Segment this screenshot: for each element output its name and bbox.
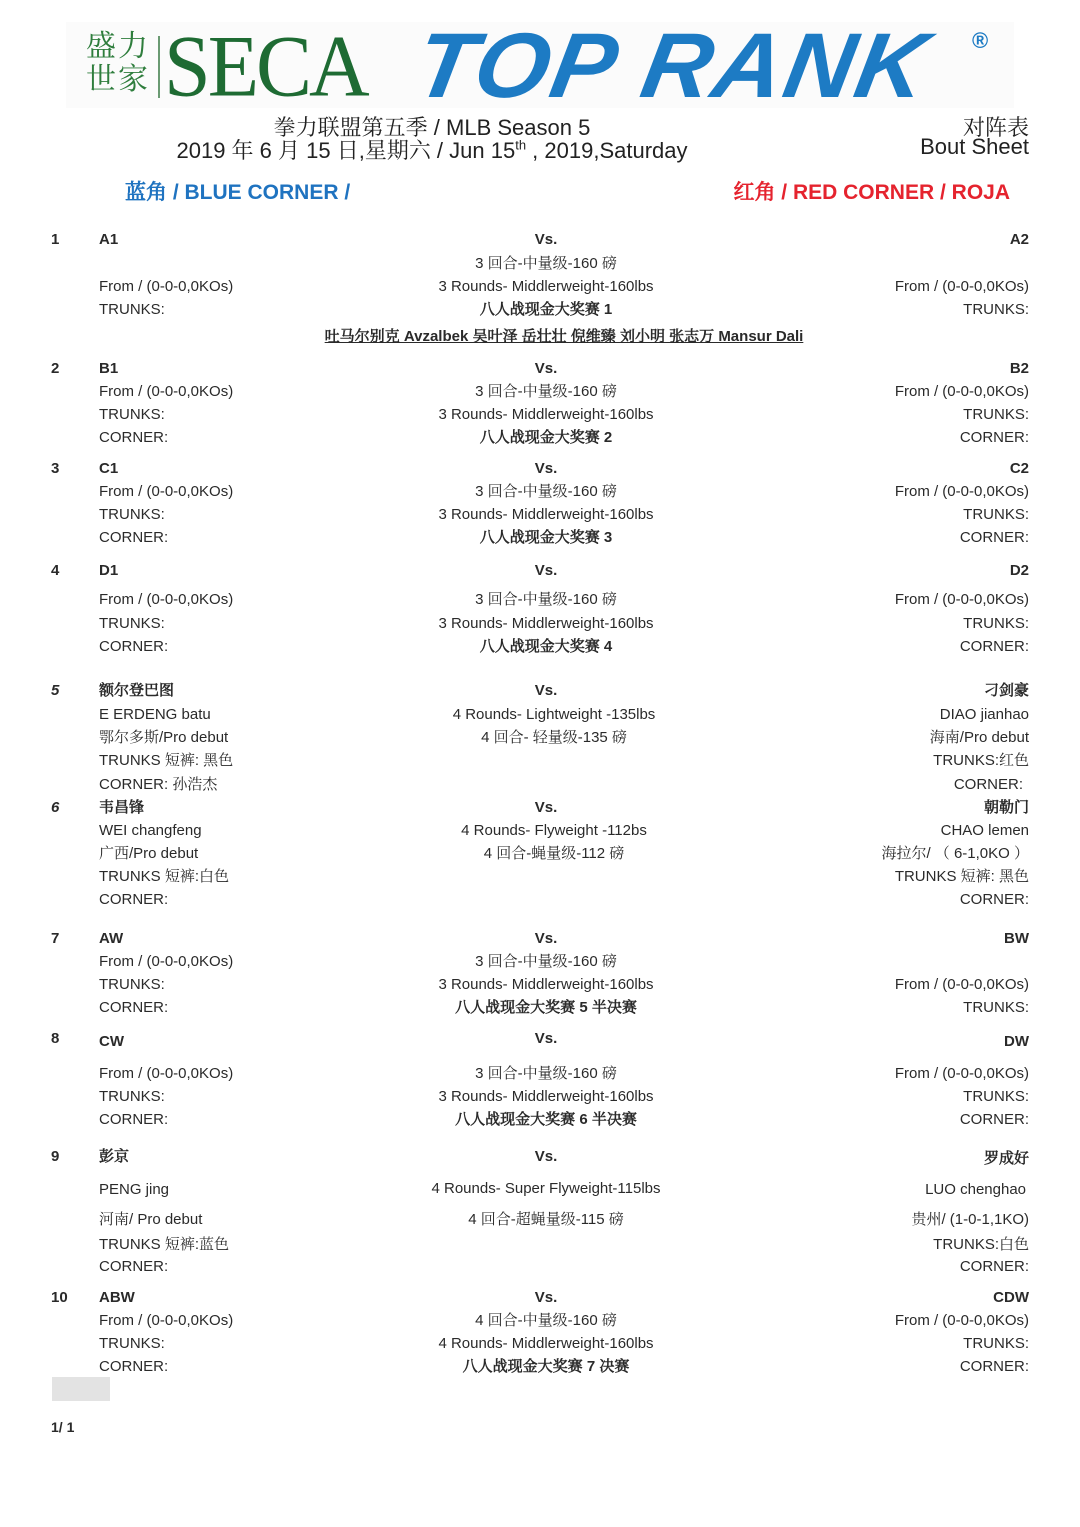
blue-corner: CORNER:	[99, 429, 169, 446]
event-date-sup: th	[515, 137, 527, 153]
red-record: From / (0-0-0,0KOs)	[894, 483, 1029, 500]
blue-trunks: TRUNKS:	[99, 406, 165, 423]
event-label: 八人战现金大奖赛 1	[479, 301, 613, 318]
vs-label: Vs.	[534, 562, 558, 579]
blue-record: From / (0-0-0,0KOs)	[99, 483, 234, 500]
red-trunks: TRUNKS:	[963, 999, 1029, 1016]
doc-type-en: Bout Sheet	[920, 134, 1029, 159]
red-fighter-name: CDW	[993, 1289, 1029, 1306]
bout-number: 2	[51, 360, 60, 377]
bout-info-cn: 3 回合-中量级-160 磅	[475, 383, 617, 400]
blue-fighter-name: B1	[99, 360, 119, 377]
event-label: 八人战现金大奖赛 6 半决赛	[455, 1111, 637, 1128]
red-fighter-name: D2	[1009, 562, 1029, 579]
blue-fighter-name: AW	[99, 930, 124, 947]
blue-fighter-name: C1	[99, 460, 119, 477]
blue-fighter-name: CW	[99, 1033, 124, 1050]
red-corner: CORNER:	[959, 529, 1029, 546]
bout-info-cn: 3 回合-中量级-160 磅	[475, 1065, 617, 1082]
red-trunks: TRUNKS:	[963, 301, 1029, 318]
bout-info-cn: 4 回合-中量级-160 磅	[475, 1312, 617, 1329]
bout-info-cn: 4 回合-超蝇量级-115 磅	[468, 1211, 624, 1228]
red-record: From / (0-0-0,0KOs)	[894, 1312, 1029, 1329]
bout-number: 6	[51, 799, 60, 816]
page-number: 1/ 1	[51, 1419, 75, 1435]
bout-number: 5	[51, 682, 60, 699]
red-fighter-name: A2	[1009, 231, 1029, 248]
vs-label: Vs.	[534, 1030, 558, 1047]
blue-fighter-name: ABW	[99, 1289, 135, 1306]
red-hometown: 海南/Pro debut	[929, 729, 1029, 746]
registered-mark: ®	[972, 28, 989, 53]
blue-trunks: TRUNKS 短裤:蓝色	[99, 1236, 230, 1253]
bout-info-en: 4 Rounds- Middlerweight-160lbs	[438, 1335, 654, 1352]
red-trunks: TRUNKS:	[963, 406, 1029, 423]
bout-info-en: 3 Rounds- Middlerweight-160lbs	[438, 406, 654, 423]
vs-label: Vs.	[534, 930, 558, 947]
bout-info-en: 3 Rounds- Middlerweight-160lbs	[438, 506, 654, 523]
doc-type-cn: 对阵表	[962, 115, 1029, 140]
red-trunks: TRUNKS:白色	[933, 1236, 1029, 1253]
red-corner: CORNER:	[959, 1358, 1029, 1375]
bout-info-en: 3 Rounds- Middlerweight-160lbs	[438, 976, 654, 993]
blue-fighter-name-en: WEI changfeng	[99, 822, 202, 839]
blue-trunks: TRUNKS:	[99, 615, 165, 632]
event-date-year: , 2019,Saturday	[526, 138, 688, 163]
blue-fighter-name: 彭京	[99, 1148, 130, 1165]
red-record: From / (0-0-0,0KOs)	[894, 976, 1029, 993]
bout-info-cn: 3 回合-中量级-160 磅	[475, 255, 617, 272]
blue-trunks: TRUNKS:	[99, 301, 165, 318]
tournament-participants: 吐马尔别克 Avzalbek 吴叶泽 岳壮壮 倪维臻 刘小明 张志万 Mansur Dali	[324, 328, 804, 345]
bout-number: 3	[51, 460, 60, 477]
red-fighter-name: 罗成好	[983, 1150, 1029, 1167]
bout-number: 10	[51, 1289, 68, 1306]
event-date	[176, 134, 687, 165]
seca-logo-divider	[158, 36, 160, 98]
red-fighter-name: B2	[1009, 360, 1029, 377]
blue-corner: CORNER:	[99, 529, 169, 546]
bout-info-cn: 3 回合-中量级-160 磅	[475, 591, 617, 608]
bout-number: 9	[51, 1148, 60, 1165]
red-fighter-name: BW	[1004, 930, 1029, 947]
blue-hometown: 广西/Pro debut	[99, 845, 199, 862]
red-fighter-name: 朝勒门	[983, 799, 1029, 816]
bout-number: 8	[51, 1030, 60, 1047]
event-label: 八人战现金大奖赛 3	[479, 529, 613, 546]
blue-corner-header: 蓝角 / BLUE CORNER /	[125, 181, 351, 204]
blue-record: From / (0-0-0,0KOs)	[99, 1312, 234, 1329]
vs-label: Vs.	[534, 1289, 558, 1306]
seca-logo-chinese	[86, 30, 150, 96]
event-label: 八人战现金大奖赛 4	[479, 638, 613, 655]
blue-trunks: TRUNKS:	[99, 1088, 165, 1105]
bout-info-cn: 4 回合-蝇量级-112 磅	[483, 845, 625, 862]
bout-number: 4	[51, 562, 60, 579]
red-trunks: TRUNKS:	[963, 615, 1029, 632]
seca-logo: SECA	[164, 17, 367, 116]
red-corner: CORNER:	[959, 1111, 1029, 1128]
blue-fighter-name: 韦昌锋	[99, 799, 145, 816]
red-corner: CORNER:	[959, 429, 1029, 446]
blue-record: From / (0-0-0,0KOs)	[99, 278, 234, 295]
vs-label: Vs.	[534, 682, 558, 699]
red-fighter-name-en: DIAO jianhao	[939, 706, 1029, 723]
red-record: From / (0-0-0,0KOs)	[894, 1065, 1029, 1082]
toprank-logo: TOP RANK	[407, 15, 937, 117]
blue-fighter-name-en: E ERDENG batu	[99, 706, 211, 723]
red-corner: CORNER:	[959, 1258, 1029, 1275]
vs-label: Vs.	[534, 1148, 558, 1165]
bout-info-cn: 4 回合- 轻量级-135 磅	[481, 729, 627, 746]
bout-info-en: 3 Rounds- Middlerweight-160lbs	[438, 278, 654, 295]
red-fighter-name: 刁剑豪	[983, 682, 1029, 699]
red-trunks: TRUNKS:	[963, 1088, 1029, 1105]
event-label: 八人战现金大奖赛 7 决赛	[462, 1358, 630, 1375]
blue-trunks: TRUNKS:	[99, 1335, 165, 1352]
blue-hometown: 河南/ Pro debut	[99, 1211, 203, 1228]
bout-info-en: 3 Rounds- Middlerweight-160lbs	[438, 1088, 654, 1105]
blue-trunks: TRUNKS:	[99, 976, 165, 993]
red-trunks: TRUNKS:	[963, 1335, 1029, 1352]
event-date-main: 2019 年 6 月 15 日,星期六 / Jun 15	[176, 138, 516, 163]
event-label: 八人战现金大奖赛 2	[479, 429, 613, 446]
event-label: 八人战现金大奖赛 5 半决赛	[455, 999, 637, 1016]
blue-corner: CORNER:	[99, 1111, 169, 1128]
blue-record: From / (0-0-0,0KOs)	[99, 1065, 234, 1082]
red-corner: CORNER:	[959, 891, 1029, 908]
blue-corner: CORNER:	[99, 638, 169, 655]
red-hometown: 贵州/ (1-0-1,1KO)	[911, 1211, 1029, 1228]
blue-record: From / (0-0-0,0KOs)	[99, 953, 234, 970]
blue-record: From / (0-0-0,0KOs)	[99, 591, 234, 608]
seca-cn-line2: 世家	[86, 62, 150, 97]
red-hometown: 海拉尔/ （ 6-1,0KO ）	[881, 845, 1029, 862]
red-record: From / (0-0-0,0KOs)	[894, 383, 1029, 400]
blue-corner: CORNER:	[99, 891, 169, 908]
red-fighter-name: C2	[1009, 460, 1029, 477]
red-corner: CORNER:	[953, 776, 1023, 793]
bout-info-en: 3 Rounds- Middlerweight-160lbs	[438, 615, 654, 632]
bout-info-en: 4 Rounds- Flyweight -112bs	[461, 822, 647, 839]
vs-label: Vs.	[534, 231, 558, 248]
blue-fighter-name: 额尔登巴图	[99, 682, 175, 699]
blue-trunks: TRUNKS 短裤: 黑色	[99, 752, 234, 769]
seca-cn-line1: 盛力	[86, 29, 150, 64]
bout-info-en: 4 Rounds- Lightweight -135lbs	[452, 706, 656, 723]
blue-trunks: TRUNKS 短裤:白色	[99, 868, 230, 885]
blue-corner: CORNER:	[99, 1358, 169, 1375]
redacted-box	[52, 1377, 110, 1401]
bout-info-cn: 3 回合-中量级-160 磅	[475, 953, 617, 970]
bout-info-cn: 3 回合-中量级-160 磅	[475, 483, 617, 500]
vs-label: Vs.	[534, 799, 558, 816]
blue-hometown: 鄂尔多斯/Pro debut	[99, 729, 229, 746]
season-title: 拳力联盟第五季 / MLB Season 5	[273, 115, 591, 140]
red-trunks: TRUNKS:	[963, 506, 1029, 523]
bout-number: 7	[51, 930, 60, 947]
blue-trunks: TRUNKS:	[99, 506, 165, 523]
blue-corner: CORNER:	[99, 1258, 169, 1275]
vs-label: Vs.	[534, 360, 558, 377]
blue-fighter-name: A1	[99, 231, 119, 248]
blue-fighter-name: D1	[99, 562, 119, 579]
red-fighter-name: DW	[1004, 1033, 1029, 1050]
bout-number: 1	[51, 231, 60, 248]
red-record: From / (0-0-0,0KOs)	[894, 591, 1029, 608]
red-corner-header: 红角 / RED CORNER / ROJA	[733, 181, 1010, 204]
red-trunks: TRUNKS:红色	[933, 752, 1029, 769]
vs-label: Vs.	[534, 460, 558, 477]
red-trunks: TRUNKS 短裤: 黑色	[894, 868, 1029, 885]
blue-corner: CORNER:	[99, 999, 169, 1016]
red-corner: CORNER:	[959, 638, 1029, 655]
blue-fighter-name-en: PENG jing	[99, 1181, 170, 1198]
blue-record: From / (0-0-0,0KOs)	[99, 383, 234, 400]
red-fighter-name-en: LUO chenghao	[925, 1181, 1026, 1198]
bout-info-en: 4 Rounds- Super Flyweight-115lbs	[431, 1180, 661, 1197]
red-fighter-name-en: CHAO lemen	[940, 822, 1029, 839]
red-record: From / (0-0-0,0KOs)	[894, 278, 1029, 295]
blue-corner: CORNER: 孙浩杰	[99, 776, 218, 793]
